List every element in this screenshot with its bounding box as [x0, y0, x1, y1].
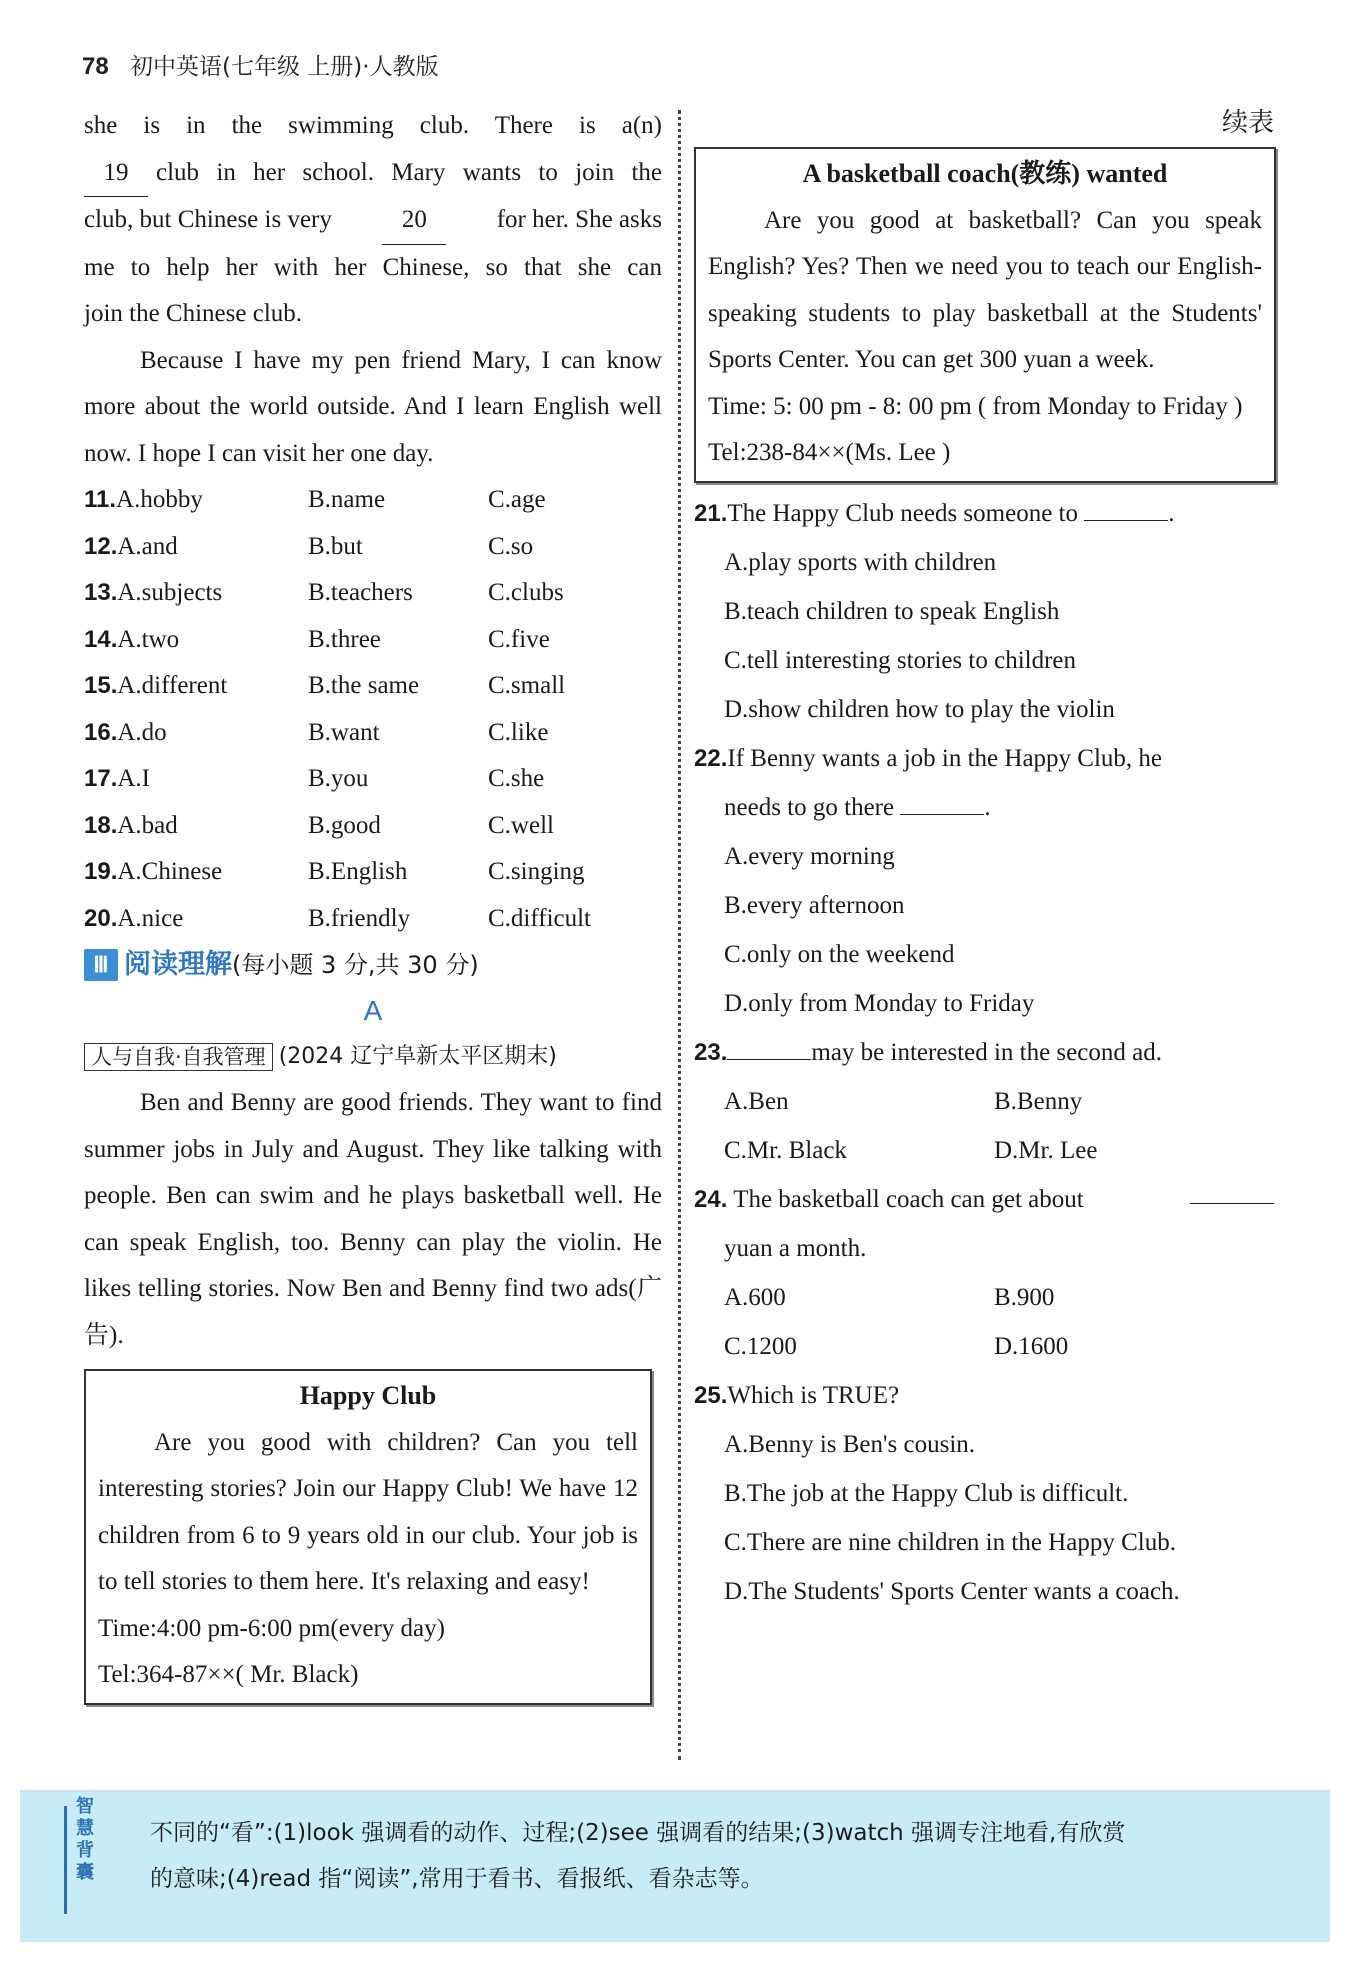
part-label: A — [363, 995, 383, 1026]
question-number: 23. — [694, 1038, 728, 1066]
question-number: 14. — [84, 625, 118, 653]
question-number: 13. — [84, 579, 118, 606]
option-c: C.clubs — [488, 579, 564, 606]
cloze-option-row — [84, 617, 662, 664]
option-a — [84, 756, 308, 803]
answer-blank — [727, 1059, 811, 1060]
option: B.900 — [994, 1283, 1055, 1311]
page-header — [82, 48, 439, 81]
option-text: A.Chinese — [117, 858, 223, 885]
tip-rule — [64, 1806, 67, 1914]
passage-text: club, but Chinese is very — [84, 206, 332, 233]
option-text: A.bad — [117, 811, 178, 839]
question-25 — [694, 1371, 1274, 1616]
option: C.There are nine children in the Happy Club. — [724, 1528, 1176, 1556]
question-number: 24. — [694, 1185, 728, 1213]
source-line — [84, 1034, 662, 1080]
option-c: C.well — [488, 811, 554, 839]
cloze-option-row — [84, 896, 662, 943]
passage-line — [84, 150, 662, 198]
passage-text: club in her school. Mary wants to join the — [156, 158, 662, 186]
option-a — [84, 849, 308, 896]
option-text: A.subjects — [117, 579, 223, 606]
option: C.Mr. Black — [724, 1136, 847, 1164]
topic-tag: 人与自我·自我管理 — [84, 1043, 273, 1071]
question-stem: If Benny wants a job in the Happy Club, he — [727, 744, 1163, 772]
option: A.Benny is Ben's cousin. — [724, 1430, 976, 1458]
question-22: 22.If Benny wants a job in the Happy Club, he needs to go there . A.every morning B.every afternoon C.only on the weekend D.only from Monday to Friday — [694, 734, 1274, 1028]
option-c: C.difficult — [488, 904, 592, 932]
question-number: 12. — [84, 532, 118, 560]
question-stem: may be interested in the second ad. — [811, 1038, 1162, 1066]
option-c: C.five — [488, 625, 550, 653]
option-a — [84, 617, 308, 664]
option-a — [84, 477, 308, 524]
option-b: B.the same — [308, 672, 420, 699]
option-a — [84, 710, 308, 757]
option-text: A.I — [117, 765, 151, 792]
answer-blank — [1190, 1175, 1274, 1204]
option: D.only from Monday to Friday — [724, 989, 1035, 1017]
source-text: (2024 辽宁阜新太平区期末) — [278, 1043, 557, 1069]
option-text: A.two — [117, 625, 180, 653]
ad-body: Are you good with children? Can you tell interesting stories? Join our Happy Club! We have 12 children from 6 to 9 years old in our club. Your job is to tell stories to them here. It's relaxing and easy! — [98, 1428, 638, 1595]
book-title: 初中英语(七年级 上册)·人教版 — [130, 54, 439, 80]
option: D.Mr. Lee — [994, 1136, 1098, 1164]
option-b: B.good — [308, 811, 381, 839]
cloze-option-row — [84, 803, 662, 850]
option-a — [84, 570, 308, 617]
option-b: B.three — [308, 625, 381, 653]
option-text: A.and — [117, 532, 178, 560]
option-a — [84, 803, 308, 850]
tip-text — [150, 1810, 1270, 1902]
option-c: C.like — [488, 718, 549, 746]
option-c: C.singing — [488, 858, 585, 885]
answer-blank — [1084, 520, 1168, 521]
answer-blank-19: 19 — [84, 150, 148, 198]
ad-tel: Tel:364-87××( Mr. Black) — [98, 1661, 359, 1688]
ad-time: Time:4:00 pm-6:00 pm(every day) — [98, 1614, 445, 1642]
option-b: B.friendly — [308, 904, 411, 932]
ad-time: Time: 5: 00 pm - 8: 00 pm ( from Monday to Friday ) — [708, 392, 1243, 420]
column-divider — [678, 110, 681, 1760]
option-b: B.want — [308, 718, 380, 746]
option-c: C.small — [488, 672, 566, 699]
question-number: 25. — [694, 1381, 728, 1409]
right-column — [694, 103, 1274, 1616]
ad-basketball-coach — [694, 147, 1276, 483]
option-c: C.age — [488, 486, 546, 513]
tip-line: 不同的“看”:(1)look 强调看的动作、过程;(2)see 强调看的结果;(3)watch 强调专注地看,有欣赏 — [150, 1820, 1126, 1846]
option-text: A.nice — [117, 904, 184, 932]
cloze-option-row — [84, 570, 662, 617]
question-stem: Which is TRUE? — [727, 1381, 900, 1409]
continued-label: 续表 — [1221, 108, 1274, 138]
option: B.every afternoon — [724, 891, 905, 919]
section-scoring-note: (每小题 3 分,共 30 分) — [232, 950, 479, 979]
passage-text: for her. She asks — [496, 206, 662, 233]
option-b: B.English — [308, 858, 408, 885]
option-b: B.but — [308, 532, 363, 560]
passage-line: join the Chinese club. — [84, 300, 303, 327]
question-stem: The Happy Club needs someone to — [727, 499, 1078, 527]
option: C.only on the weekend — [724, 940, 955, 968]
question-number: 22. — [694, 744, 728, 772]
option: A.600 — [724, 1283, 786, 1311]
left-column — [84, 103, 662, 1705]
option-b: B.teachers — [308, 579, 413, 606]
option-b: B.name — [308, 486, 386, 513]
question-number: 19. — [84, 858, 118, 885]
question-number: 15. — [84, 672, 118, 699]
section-number-badge: Ⅲ — [84, 949, 118, 981]
tip-side-label: 智慧背囊 — [76, 1796, 94, 1883]
option: B.teach children to speak English — [724, 597, 1060, 625]
option-text: A.hobby — [116, 486, 203, 513]
question-23 — [694, 1028, 1274, 1175]
passage-line: she is in the swimming club. There is a(n) — [84, 112, 662, 139]
option-a — [84, 896, 308, 943]
question-21: 21.The Happy Club needs someone to . A.play sports with children B.teach children to speak English C.tell interesting stories to children D.show children how to play the violin — [694, 489, 1274, 734]
answer-blank-20: 20 — [382, 197, 446, 245]
question-24 — [694, 1175, 1274, 1371]
option-a — [84, 663, 308, 710]
option: B.Benny — [994, 1087, 1083, 1115]
question-stem: needs to go there — [724, 793, 895, 821]
cloze-options — [84, 477, 662, 942]
option: A.every morning — [724, 842, 895, 870]
question-number: 21. — [694, 499, 728, 527]
cloze-option-row — [84, 710, 662, 757]
question-number: 17. — [84, 765, 118, 792]
option: C.tell interesting stories to children — [724, 646, 1077, 674]
ad-happy-club — [84, 1369, 652, 1705]
ad-tel: Tel:238-84××(Ms. Lee ) — [708, 439, 951, 466]
option-c: C.she — [488, 765, 545, 792]
question-number: 18. — [84, 811, 118, 839]
cloze-option-row — [84, 663, 662, 710]
cloze-option-row — [84, 477, 662, 524]
question-number: 11. — [84, 486, 117, 513]
option: D.1600 — [994, 1332, 1069, 1360]
question-number: 20. — [84, 904, 118, 932]
page-number: 78 — [82, 53, 109, 80]
option: A.play sports with children — [724, 548, 997, 576]
cloze-option-row — [84, 849, 662, 896]
question-stem: The basketball coach can get about — [733, 1185, 1084, 1213]
option: D.The Students' Sports Center wants a coach. — [724, 1577, 1180, 1605]
option: D.show children how to play the violin — [724, 695, 1115, 723]
section-heading — [84, 942, 662, 988]
option: B.The job at the Happy Club is difficult. — [724, 1479, 1129, 1507]
question-stem: yuan a month. — [724, 1234, 867, 1262]
ad-title: Happy Club — [299, 1381, 437, 1410]
option-b: B.you — [308, 765, 369, 792]
passage-paragraph: Because I have my pen friend Mary, I can know more about the world outside. And I learn English well now. I hope I can visit her one day. — [84, 346, 662, 467]
passage-line: me to help her with her Chinese, so that she can — [84, 253, 662, 281]
ad-body: Are you good at basketball? Can you speak English? Yes? Then we need you to teach our English-speaking students to play basketball at the Students' Sports Center. You can get 300 yuan a week. — [708, 206, 1262, 373]
option: C.1200 — [724, 1332, 797, 1360]
ad-title: A basketball coach(教练) wanted — [802, 159, 1168, 188]
passage-line — [84, 197, 662, 245]
option-a — [84, 524, 308, 571]
reading-passage: Ben and Benny are good friends. They want to find summer jobs in July and August. They like talking with people. Ben can swim and he plays basketball well. He can speak English, too. Benny can play the violin. He likes telling stories. Now Ben and Benny find two ads(广告). — [84, 1089, 662, 1349]
option-text: A.different — [117, 672, 228, 699]
section-title: 阅读理解 — [124, 948, 232, 980]
option: A.Ben — [724, 1087, 789, 1115]
question-number: 16. — [84, 718, 118, 746]
tip-line: 的意味;(4)read 指“阅读”,常用于看书、看报纸、看杂志等。 — [150, 1866, 764, 1892]
option-c: C.so — [488, 532, 534, 560]
answer-blank — [900, 814, 984, 815]
option-text: A.do — [117, 718, 167, 746]
cloze-option-row — [84, 756, 662, 803]
cloze-option-row — [84, 524, 662, 571]
